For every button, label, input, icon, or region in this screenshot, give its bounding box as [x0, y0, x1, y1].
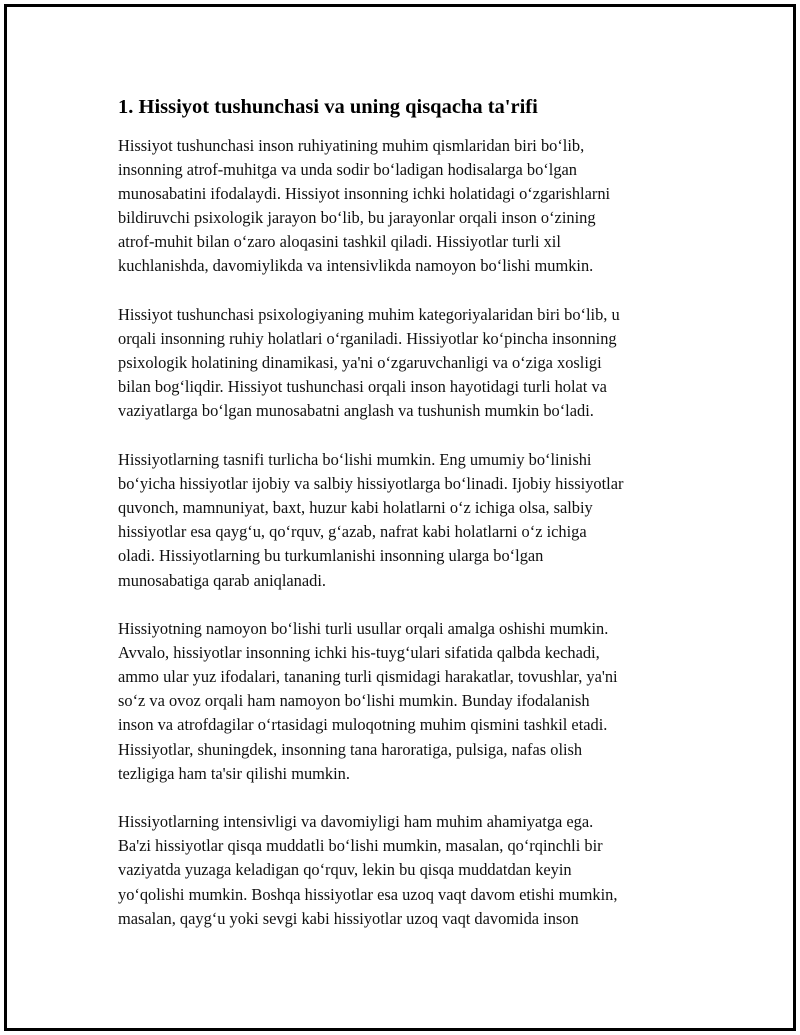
paragraph-3: Hissiyotlarning tasnifi turlicha bo‘lishi mumkin. Eng umumiy bo‘linishi bo‘yicha hissiyotlar ijobiy va salbiy hissiyotlarga bo‘linadi. Ijobiy hissiyotlar quvonch, mamnuniyat, baxt, huzur kabi holatlarni o‘z ichiga olsa, salbiy hissiyotlar esa qayg‘u, qo‘rquv, g‘azab, nafrat kabi holatlarni o‘z ichiga oladi. Hissiyotlarning bu turkumlanishi insonning ularga bo‘lgan munosabatiga qarab aniqlanadi. [118, 450, 624, 590]
document-body [118, 94, 698, 955]
paragraph-1: Hissiyot tushunchasi inson ruhiyatining muhim qismlaridan biri bo‘lib, insonning atrof-muhitga va unda sodir bo‘ladigan hodisalarga bo‘lgan munosabatini ifodalaydi. Hissiyot insonning ichki holatidagi o‘zgarishlarni bildiruvchi psixologik jarayon bo‘lib, bu jarayonlar orqali inson o‘zining atrof-muhit bilan o‘zaro aloqasini tashkil qiladi. Hissiyotlar turli xil kuchlanishda, davomiylikda va intensivlikda namoyon bo‘lishi mumkin. [118, 136, 611, 276]
section-heading: 1. Hissiyot tushunchasi va uning qisqacha ta'rifi [118, 96, 538, 118]
paragraph-4: Hissiyotning namoyon bo‘lishi turli usullar orqali amalga oshishi mumkin. Avvalo, hissiyotlar insonning ichki his-tuyg‘ulari sifatida qalbda kechadi, ammo ular yuz ifodalari, tananing turli qismidagi harakatlar, tovushlar, ya'ni so‘z va ovoz orqali ham namoyon bo‘lishi mumkin. Bunday ifodalanish inson va atrofdagilar o‘rtasidagi muloqotning muhim qismini tashkil etadi. Hissiyotlar, shuningdek, insonning tana haroratiga, pulsiga, nafas olish tezligiga ham ta'sir qilishi mumkin. [118, 619, 618, 783]
paragraph-5: Hissiyotlarning intensivligi va davomiyligi ham muhim ahamiyatga ega. Ba'zi hissiyotlar qisqa muddatli bo‘lishi mumkin, masalan, qo‘rqinchli bir vaziyatda yuzaga keladigan qo‘rquv, lekin bu qisqa muddatdan keyin yo‘qolishi mumkin. Boshqa hissiyotlar esa uzoq vaqt davom etishi mumkin, masalan, qayg‘u yoki sevgi kabi hissiyotlar uzoq vaqt davomida inson [118, 812, 618, 928]
paragraph-2: Hissiyot tushunchasi psixologiyaning muhim kategoriyalaridan biri bo‘lib, u orqali insonning ruhiy holatlari o‘rganiladi. Hissiyotlar ko‘pincha insonning psixologik holatining dinamikasi, ya'ni o‘zgaruvchanligi va o‘ziga xosligi bilan bog‘liqdir. Hissiyot tushunchasi orqali inson hayotidagi turli holat va vaziyatlarga bo‘lgan munosabatni anglash va tushunish mumkin bo‘ladi. [118, 305, 620, 421]
